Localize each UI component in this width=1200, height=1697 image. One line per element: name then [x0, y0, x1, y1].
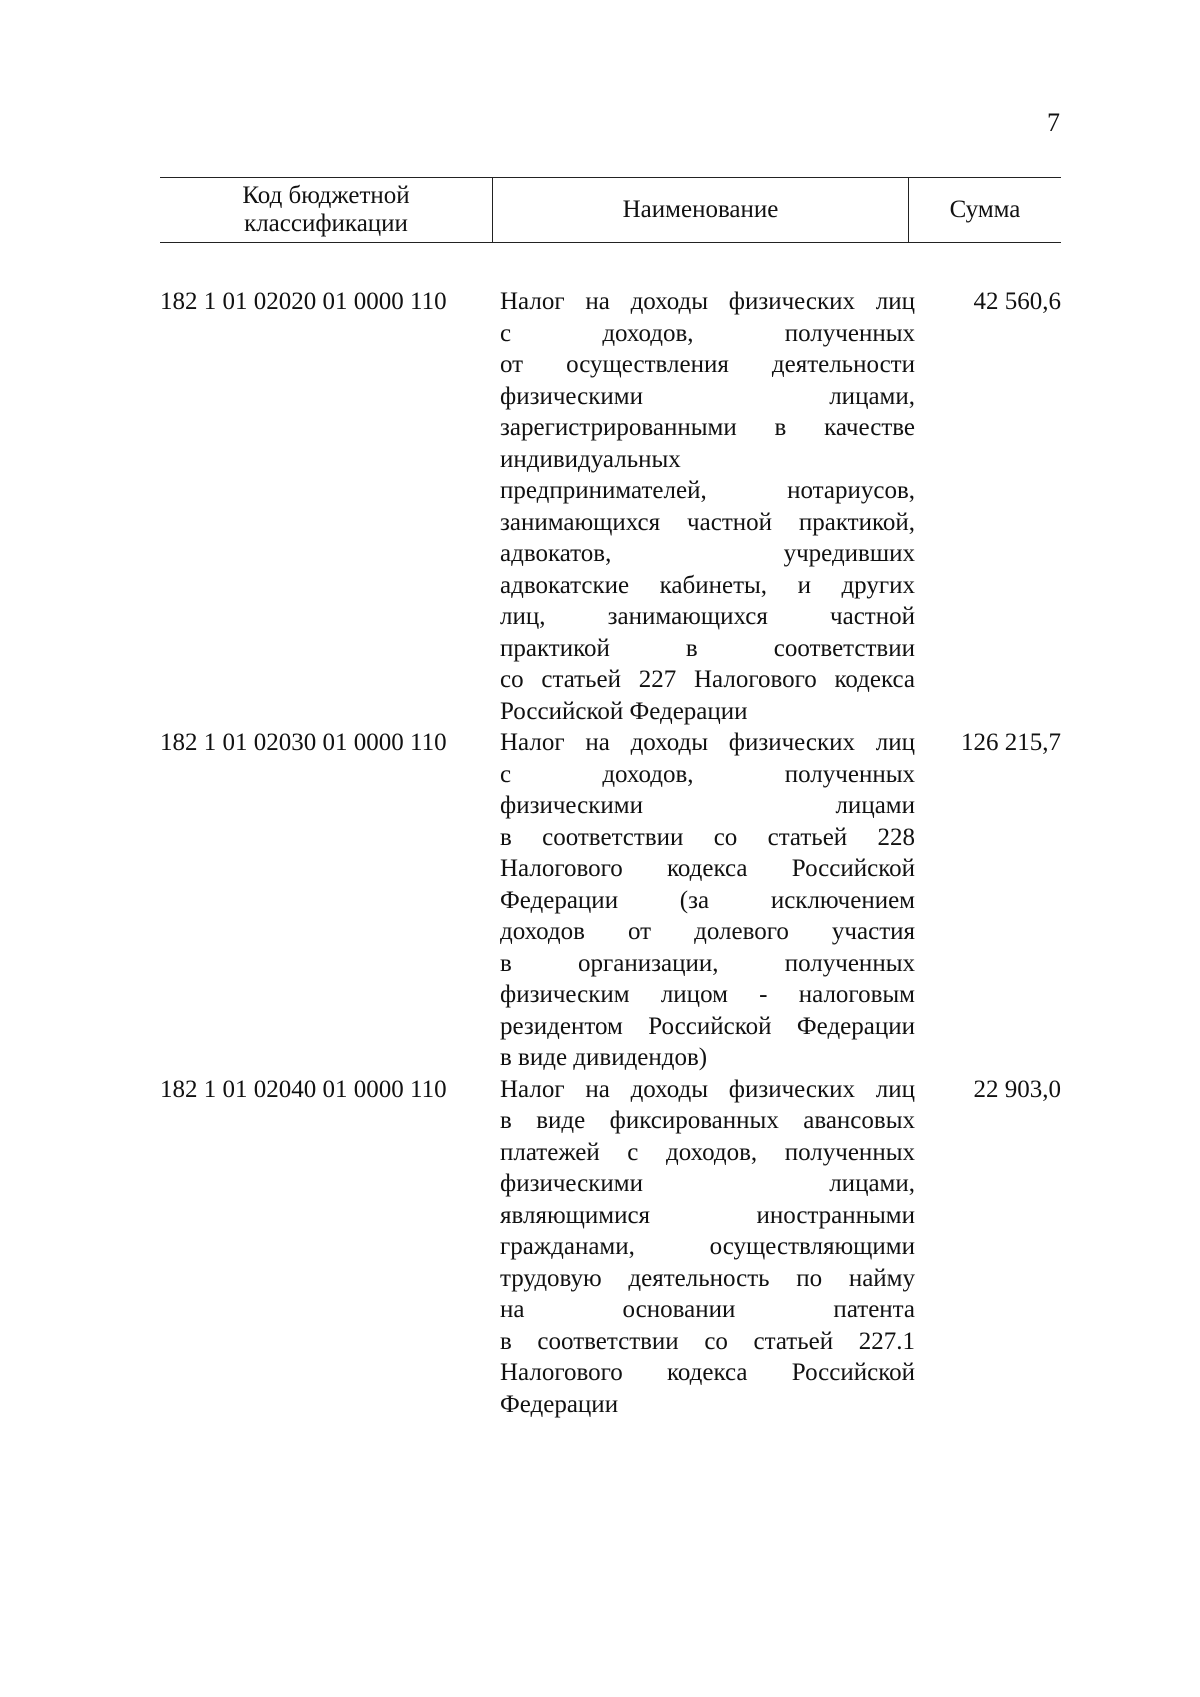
table-body — [160, 286, 1061, 1420]
name-line: со статьей 227 Налогового кодекса — [500, 666, 915, 693]
page-number: 7 — [1047, 108, 1060, 137]
name-line: адвокатские кабинеты, и других — [500, 571, 915, 599]
name-line: Налог на доходы физических лиц — [500, 729, 915, 756]
name-line: индивидуальных — [500, 445, 681, 473]
row-sum: 42 560,6 — [973, 288, 1061, 315]
name-line: адвокатов, учредивших — [500, 540, 915, 567]
name-line: гражданами, осуществляющими — [500, 1233, 915, 1260]
budget-code: 182 1 01 02040 01 0000 110 — [160, 1075, 447, 1103]
name-line: физическими лицами, — [500, 1170, 915, 1197]
budget-code: 182 1 01 02020 01 0000 110 — [160, 288, 447, 315]
row-name — [500, 727, 915, 1074]
table-row — [160, 286, 1061, 727]
name-line: физическим лицом - налоговым — [500, 981, 915, 1008]
name-line: в соответствии со статьей 227.1 — [500, 1327, 915, 1355]
name-line: резидентом Российской Федерации — [500, 1012, 915, 1040]
header-name-column: Наименование — [492, 178, 909, 242]
name-line: доходов от долевого участия — [500, 918, 915, 945]
name-line: Налог на доходы физических лиц — [500, 1075, 915, 1103]
budget-code: 182 1 01 02030 01 0000 110 — [160, 729, 447, 756]
name-line: в соответствии со статьей 228 — [500, 823, 915, 851]
name-line: предпринимателей, нотариусов, — [500, 477, 915, 504]
row-name — [500, 286, 915, 727]
name-line: являющимися иностранными — [500, 1201, 915, 1229]
name-line: зарегистрированными в качестве — [500, 414, 915, 441]
header-sum-column: Сумма — [949, 196, 1021, 223]
header-code-line1: Код бюджетной — [242, 182, 410, 209]
name-line: физическими лицами — [500, 792, 915, 819]
name-line: Налогового кодекса Российской — [500, 855, 915, 882]
table-header — [160, 177, 1061, 243]
name-line: Налог на доходы физических лиц — [500, 288, 915, 315]
budget-table — [160, 177, 1061, 1418]
row-name — [500, 1074, 915, 1421]
name-line: в виде фиксированных авансовых — [500, 1107, 915, 1134]
table-row — [160, 1074, 1061, 1421]
name-line: Российской Федерации — [500, 697, 748, 725]
header-code-column — [160, 178, 492, 242]
row-sum: 22 903,0 — [973, 1075, 1061, 1103]
table-row — [160, 727, 1061, 1074]
name-line: с доходов, полученных — [500, 319, 915, 347]
name-line: в организации, полученных — [500, 949, 915, 977]
name-line: практикой в соответствии — [500, 634, 915, 662]
name-line: Федерации — [500, 1390, 619, 1418]
name-line: лиц, занимающихся частной — [500, 603, 915, 630]
name-line: на основании патента — [500, 1296, 915, 1323]
name-line: Налогового кодекса Российской — [500, 1359, 915, 1386]
name-line: занимающихся частной практикой, — [500, 508, 915, 536]
name-line: от осуществления деятельности — [500, 351, 915, 378]
name-line: физическими лицами, — [500, 382, 915, 410]
name-line: платежей с доходов, полученных — [500, 1138, 915, 1166]
name-line: Федерации (за исключением — [500, 886, 915, 914]
name-line: с доходов, полученных — [500, 760, 915, 788]
name-line: трудовую деятельность по найму — [500, 1264, 915, 1292]
row-sum: 126 215,7 — [961, 729, 1061, 756]
header-code-line2: классификации — [244, 210, 408, 237]
name-line: в виде дивидендов) — [500, 1044, 708, 1071]
